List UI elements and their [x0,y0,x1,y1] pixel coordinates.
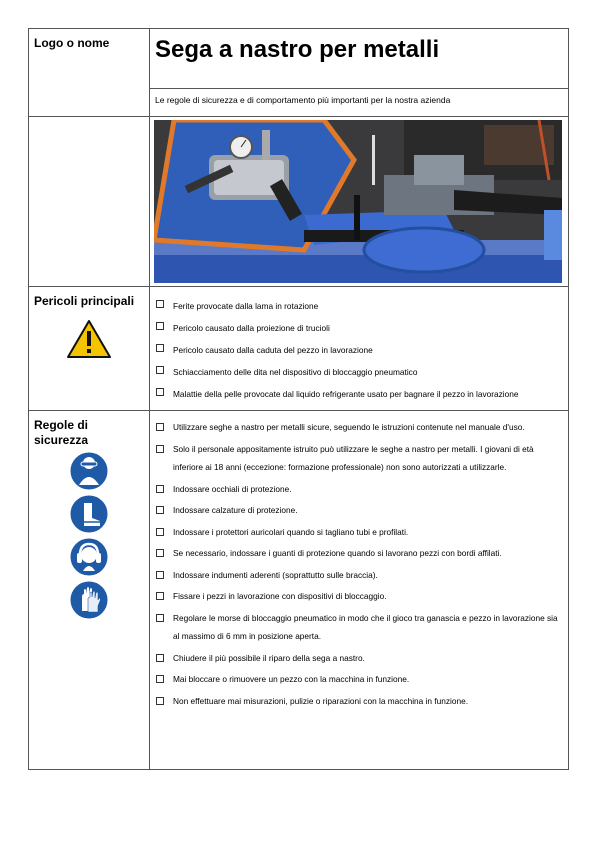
list-item: Indossare occhiali di protezione. [155,480,562,499]
list-item: Se necessario, indossare i guanti di protezione quando si lavorano pezzi con bordi affilati. [155,544,562,563]
hazards-heading: Pericoli principali [34,294,135,308]
gloves-icon [69,580,109,620]
rules-heading: Regole di sicurezza [34,418,89,447]
list-item: Mai bloccare o rimuovere un pezzo con la macchina in funzione. [155,670,562,689]
hazards-label-cell [29,287,150,411]
list-item: Schiacciamento delle dita nel dispositivo di bloccaggio pneumatico [155,361,562,383]
photo-cell [150,117,569,287]
list-item: Regolare le morse di bloccaggio pneumatico in modo che il gioco tra ganascia e pezzo in lavorazione sia al massimo di 6 mm in posizione aperta. [155,609,562,646]
safety-glasses-icon [69,451,109,491]
safety-sheet [28,28,568,770]
list-item: Chiudere il più possibile il riparo della sega a nastro. [155,649,562,668]
list-item: Ferite provocate dalla lama in rotazione [155,295,562,317]
list-item: Non effettuare mai misurazioni, pulizie o riparazioni con la macchina in funzione. [155,692,562,711]
logo-placeholder: Logo o nome [29,29,150,117]
safety-table [28,28,569,770]
list-item: Utilizzare seghe a nastro per metalli sicure, seguendo le istruzioni contenute nel manuale d'uso. [155,418,562,437]
list-item: Fissare i pezzi in lavorazione con dispositivi di bloccaggio. [155,587,562,606]
page-title: Sega a nastro per metalli [150,29,569,89]
bandsaw-photo [154,120,562,283]
rules-list-cell [150,411,569,770]
rules-list [150,411,568,710]
list-item: Indossare indumenti aderenti (soprattutto sulle braccia). [155,566,562,585]
list-item: Indossare calzature di protezione. [155,501,562,520]
list-item: Indossare i protettori auricolari quando si tagliano tubi e profilati. [155,523,562,542]
list-item: Pericolo causato dalla caduta del pezzo in lavorazione [155,339,562,361]
page-subtitle: Le regole di sicurezza e di comportamento più importanti per la nostra azienda [150,89,569,117]
empty-cell [29,117,150,287]
list-item: Malattie della pelle provocate dal liquido refrigerante usato per bagnare il pezzo in lavorazione [155,383,562,402]
list-item: Solo il personale appositamente istruito può utilizzare le seghe a nastro per metalli. I giovani di età inferiore ai 18 anni (eccezione: formazione professionale) non sono autorizzati a utilizzarle. [155,440,562,477]
ear-protection-icon [69,537,109,577]
warning-icon [66,319,112,359]
rules-label-cell [29,411,150,770]
safety-boots-icon [69,494,109,534]
hazards-list [150,287,568,402]
hazards-list-cell [150,287,569,411]
list-item: Pericolo causato dalla proiezione di trucioli [155,317,562,339]
